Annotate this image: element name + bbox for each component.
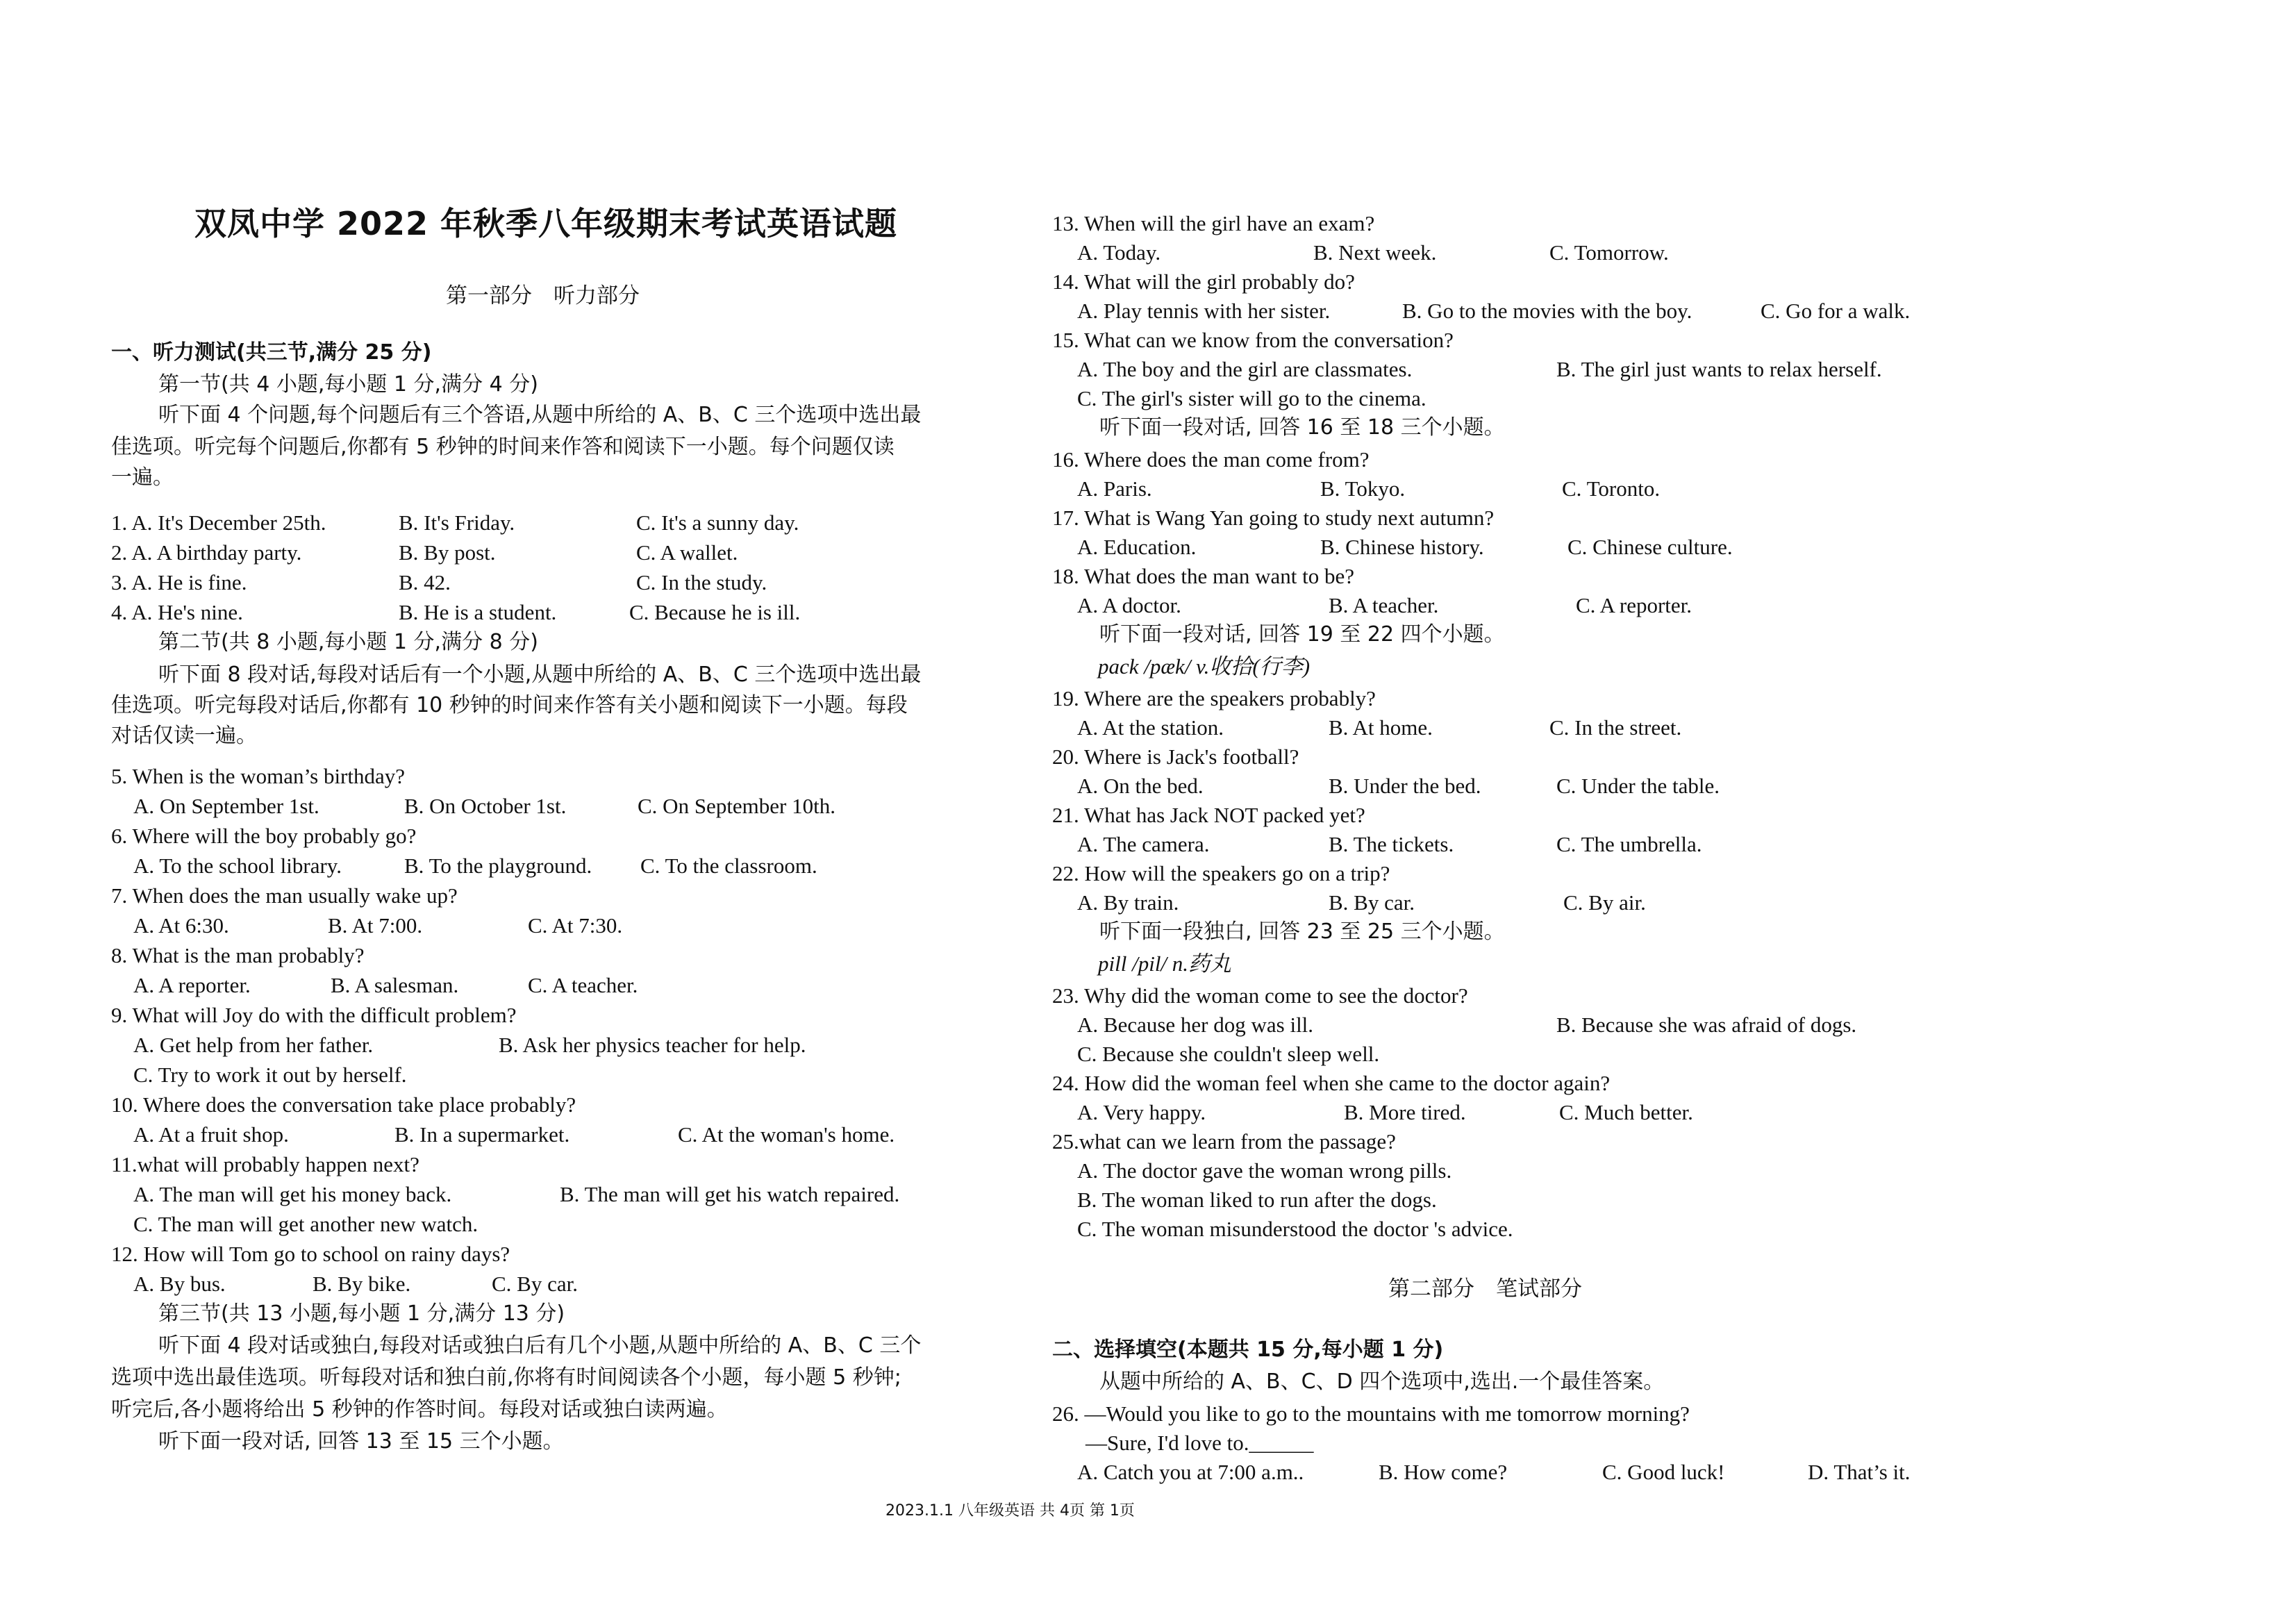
option-b: B. On October 1st.: [404, 794, 567, 818]
option-b: B. A teacher.: [1329, 593, 1439, 617]
option-a: A. Because her dog was ill.: [1077, 1013, 1314, 1037]
question-17-stem: 17. What is Wang Yan going to study next autumn?: [1052, 506, 1495, 530]
option-a: A. On the bed.: [1077, 774, 1204, 798]
option-c: C. It's a sunny day.: [636, 510, 799, 535]
option-a: A. Paris.: [1077, 476, 1152, 501]
option-a: A. At 6:30.: [133, 913, 229, 938]
option-b: B. Chinese history.: [1320, 535, 1484, 559]
sub2-instruction: 佳选项。听完每段对话后,你都有 10 秒钟的时间来作答有关小题和阅读下一小题。每段: [111, 693, 908, 717]
option-c: C. At the woman's home.: [678, 1122, 895, 1147]
option-b: B. Ask her physics teacher for help.: [499, 1033, 806, 1057]
option-b: B. Tokyo.: [1320, 476, 1406, 501]
option-b: B. He is a student.: [399, 600, 557, 624]
option-b: B. To the playground.: [404, 854, 592, 878]
sub3-instruction: 选项中选出最佳选项。听每段对话和独白前,你将有时间阅读各个小题，每小题 5 秒钟;: [111, 1365, 901, 1390]
sub3-instruction: 听下面 4 段对话或独白,每段对话或独白后有几个小题,从题中所给的 A、B、C 三个: [158, 1333, 922, 1358]
option-c: C. A reporter.: [1576, 593, 1692, 617]
section2-instructions: 从题中所给的 A、B、C、D 四个选项中,选出.一个最佳答案。: [1099, 1370, 1665, 1394]
option-c: C. In the street.: [1549, 715, 1682, 740]
option-a: A. A reporter.: [133, 973, 251, 997]
option-a: A. The boy and the girl are classmates.: [1077, 357, 1413, 381]
option-c: C. At 7:30.: [528, 913, 623, 938]
option-a: 1. A. It's December 25th.: [111, 510, 326, 535]
question-6-stem: 6. Where will the boy probably go?: [111, 824, 417, 848]
option-a: 2. A. A birthday party.: [111, 540, 302, 565]
option-b: B. The girl just wants to relax herself.: [1556, 357, 1882, 381]
dialogue-19-22-intro: 听下面一段对话, 回答 19 至 22 四个小题。: [1099, 622, 1505, 647]
option-a: A. Today.: [1077, 240, 1161, 265]
option-b: B. At home.: [1329, 715, 1433, 740]
sub2-instruction: 对话仅读一遍。: [111, 724, 257, 748]
sub2-heading: 第二节(共 8 小题,每小题 1 分,满分 8 分): [158, 630, 538, 654]
option-a: A. A doctor.: [1077, 593, 1181, 617]
option-c: C. Toronto.: [1562, 476, 1661, 501]
option-a: A. To the school library.: [133, 854, 342, 878]
question-24-stem: 24. How did the woman feel when she came to the doctor again?: [1052, 1071, 1611, 1095]
option-a: A. By train.: [1077, 890, 1179, 915]
sub1-instruction: 听下面 4 个问题,每个问题后有三个答语,从题中所给的 A、B、C 三个选项中选出最: [158, 403, 922, 427]
option-d: D. That’s it.: [1808, 1460, 1911, 1484]
page-title: 双凤中学 2022 年秋季八年级期末考试英语试题: [194, 205, 898, 242]
option-a: 4. A. He's nine.: [111, 600, 243, 624]
option-b: B. How come?: [1379, 1460, 1508, 1484]
vocab-note-pill: pill /pil/ n.药丸: [1098, 951, 1232, 976]
option-b: B. By post.: [399, 540, 496, 565]
option-b: B. Next week.: [1313, 240, 1437, 265]
option-c: C. By car.: [492, 1272, 578, 1296]
dialogue-13-15-intro: 听下面一段对话, 回答 13 至 15 三个小题。: [158, 1429, 564, 1454]
question-5-stem: 5. When is the woman’s birthday?: [111, 764, 406, 788]
option-a: A. The camera.: [1077, 832, 1210, 856]
sub3-instruction: 听完后,各小题将给出 5 秒钟的作答时间。每段对话或独白读两遍。: [111, 1397, 728, 1422]
question-16-stem: 16. Where does the man come from?: [1052, 447, 1370, 472]
option-b: B. More tired.: [1344, 1100, 1466, 1124]
question-23-stem: 23. Why did the woman come to see the doctor?: [1052, 983, 1468, 1008]
question-25-option-c: C. The woman misunderstood the doctor 's advice.: [1077, 1217, 1513, 1241]
part2-title: 第二部分 笔试部分: [1388, 1276, 1582, 1301]
question-15-stem: 15. What can we know from the conversation?: [1052, 328, 1454, 352]
option-c: C. Go for a walk.: [1761, 299, 1911, 323]
question-25-option-a: A. The doctor gave the woman wrong pills.: [1077, 1158, 1452, 1183]
option-c: C. The umbrella.: [1556, 832, 1702, 856]
question-26-stem: 26. —Would you like to go to the mountains with me tomorrow morning?: [1052, 1401, 1690, 1426]
option-c: C. By air.: [1563, 890, 1646, 915]
sub2-instruction: 听下面 8 段对话,每段对话后有一个小题,从题中所给的 A、B、C 三个选项中选出最: [158, 663, 922, 687]
option-b: B. At 7:00.: [328, 913, 423, 938]
sub3-heading: 第三节(共 13 小题,每小题 1 分,满分 13 分): [158, 1301, 565, 1326]
question-26-response: —Sure, I'd love to.______: [1085, 1431, 1314, 1455]
dialogue-16-18-intro: 听下面一段对话, 回答 16 至 18 三个小题。: [1099, 415, 1505, 440]
question-13-stem: 13. When will the girl have an exam?: [1052, 211, 1375, 235]
option-c: C. A teacher.: [528, 973, 638, 997]
question-12-stem: 12. How will Tom go to school on rainy days?: [111, 1242, 510, 1266]
question-25-option-b: B. The woman liked to run after the dogs.: [1077, 1188, 1437, 1212]
question-20-stem: 20. Where is Jack's football?: [1052, 744, 1299, 769]
option-b: B. Because she was afraid of dogs.: [1556, 1013, 1857, 1037]
option-c: C. A wallet.: [636, 540, 738, 565]
option-b: B. Under the bed.: [1329, 774, 1481, 798]
page-footer: 2023.1.1 八年级英语 共 4页 第 1页: [885, 1502, 1135, 1520]
question-11-option-c: C. The man will get another new watch.: [133, 1212, 479, 1236]
option-a: A. At a fruit shop.: [133, 1122, 289, 1147]
question-15-option-c: C. The girl's sister will go to the cinema.: [1077, 386, 1426, 410]
option-c: C. In the study.: [636, 570, 767, 594]
option-a: A. Very happy.: [1077, 1100, 1206, 1124]
option-c: C. Tomorrow.: [1549, 240, 1669, 265]
option-c: C. Because he is ill.: [629, 600, 801, 624]
question-8-stem: 8. What is the man probably?: [111, 943, 365, 967]
option-a: A. Catch you at 7:00 a.m..: [1077, 1460, 1304, 1484]
option-a: 3. A. He is fine.: [111, 570, 247, 594]
sub1-heading: 第一节(共 4 小题,每小题 1 分,满分 4 分): [158, 372, 538, 397]
question-22-stem: 22. How will the speakers go on a trip?: [1052, 861, 1390, 885]
option-a: A. The man will get his money back.: [133, 1182, 452, 1206]
option-b: B. The tickets.: [1329, 832, 1454, 856]
question-11-stem: 11.what will probably happen next?: [111, 1152, 419, 1176]
section1-heading: 一、听力测试(共三节,满分 25 分): [111, 340, 432, 365]
option-b: B. By car.: [1329, 890, 1415, 915]
section2-heading: 二、选择填空(本题共 15 分,每小题 1 分): [1052, 1338, 1444, 1362]
option-a: A. Education.: [1077, 535, 1197, 559]
question-10-stem: 10. Where does the conversation take place probably?: [111, 1092, 576, 1117]
option-b: B. In a supermarket.: [394, 1122, 570, 1147]
option-c: C. Good luck!: [1602, 1460, 1725, 1484]
question-18-stem: 18. What does the man want to be?: [1052, 564, 1355, 588]
option-b: B. A salesman.: [331, 973, 459, 997]
option-c: C. Under the table.: [1556, 774, 1720, 798]
option-c: C. On September 10th.: [638, 794, 835, 818]
option-a: A. Play tennis with her sister.: [1077, 299, 1331, 323]
option-c: C. Chinese culture.: [1567, 535, 1733, 559]
vocab-note-pack: pack /pæk/ v.收拾(行李): [1098, 654, 1311, 679]
question-7-stem: 7. When does the man usually wake up?: [111, 883, 458, 908]
question-9-option-c: C. Try to work it out by herself.: [133, 1063, 407, 1087]
option-a: A. Get help from her father.: [133, 1033, 374, 1057]
sub1-instruction: 佳选项。听完每个问题后,你都有 5 秒钟的时间来作答和阅读下一小题。每个问题仅读: [111, 435, 895, 459]
option-a: A. At the station.: [1077, 715, 1224, 740]
option-a: A. By bus.: [133, 1272, 226, 1296]
question-9-stem: 9. What will Joy do with the difficult problem?: [111, 1003, 517, 1027]
sub1-instruction: 一遍。: [111, 465, 174, 490]
question-19-stem: 19. Where are the speakers probably?: [1052, 686, 1376, 710]
question-23-option-c: C. Because she couldn't sleep well.: [1077, 1042, 1380, 1066]
option-a: A. On September 1st.: [133, 794, 319, 818]
monologue-23-25-intro: 听下面一段独白, 回答 23 至 25 三个小题。: [1099, 919, 1505, 944]
option-c: C. Much better.: [1559, 1100, 1693, 1124]
option-c: C. To the classroom.: [640, 854, 817, 878]
option-b: B. Go to the movies with the boy.: [1402, 299, 1692, 323]
question-25-stem: 25.what can we learn from the passage?: [1052, 1129, 1396, 1154]
option-b: B. 42.: [399, 570, 451, 594]
option-b: B. It's Friday.: [399, 510, 515, 535]
option-b: B. By bike.: [313, 1272, 411, 1296]
option-b: B. The man will get his watch repaired.: [560, 1182, 900, 1206]
part1-title: 第一部分 听力部分: [446, 283, 640, 308]
question-14-stem: 14. What will the girl probably do?: [1052, 269, 1355, 294]
question-21-stem: 21. What has Jack NOT packed yet?: [1052, 803, 1365, 827]
